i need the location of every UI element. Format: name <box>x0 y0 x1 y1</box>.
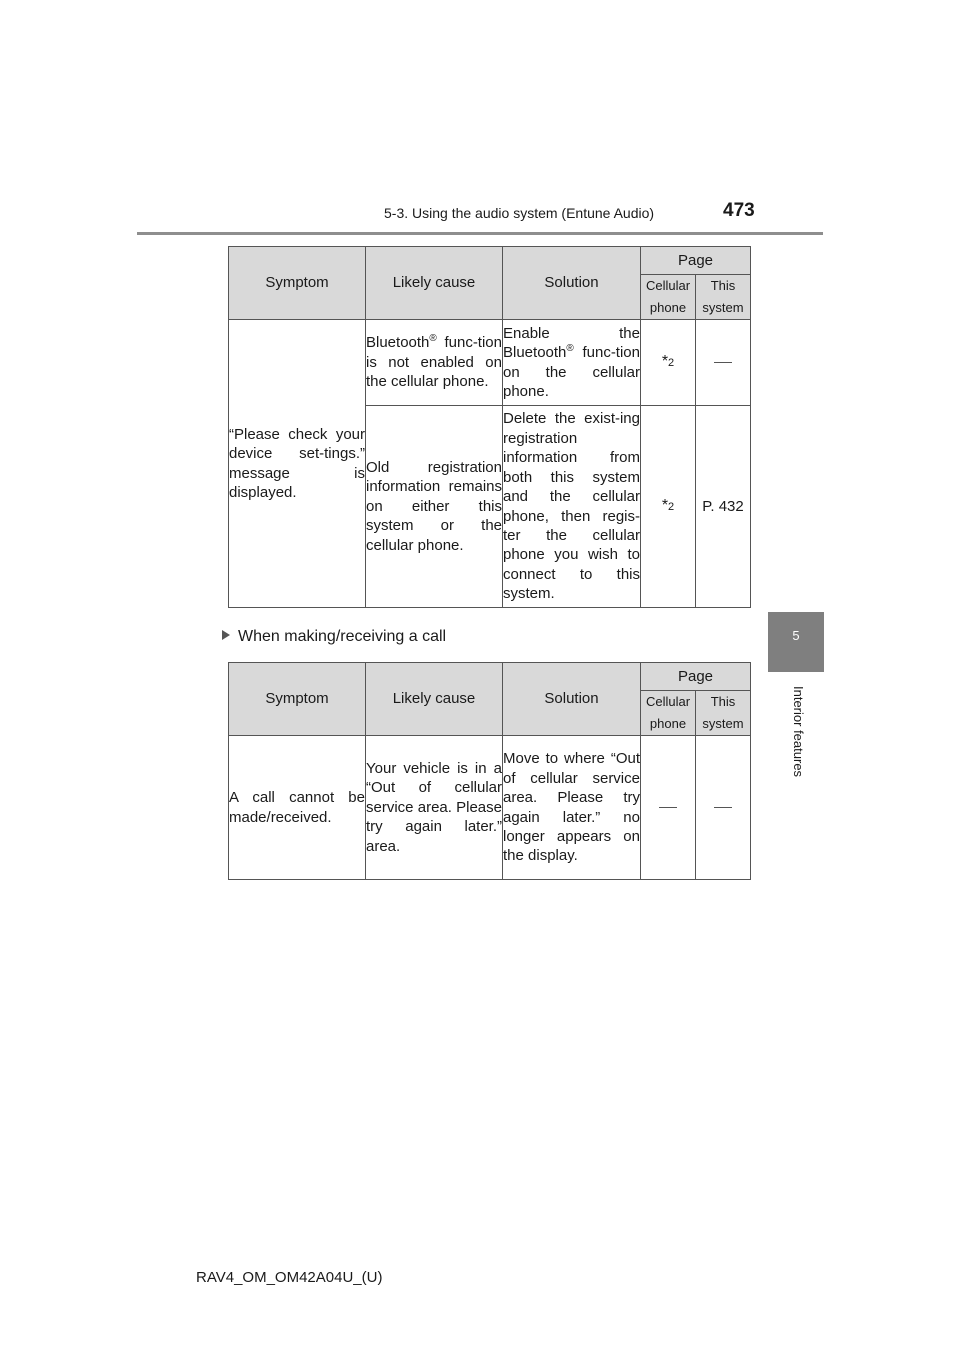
section-heading: When making/receiving a call <box>222 628 446 646</box>
header-rule <box>137 232 823 235</box>
cause-cell: Old registration information remains on either this system or the cellular phone. <box>366 406 503 608</box>
col-cellular-phone: Cellular phone <box>641 691 696 736</box>
col-symptom: Symptom <box>229 663 366 736</box>
dash-mark <box>714 807 732 808</box>
col-this-system: This system <box>696 275 751 320</box>
cellular-page-cell: *2 <box>641 320 696 406</box>
chapter-label: Interior features <box>791 686 806 778</box>
solution-cell: Delete the exist-ing registration information from both this system and the cellular phone, then regis-ter the cellular phone you wish to connect to this system. <box>503 406 641 608</box>
system-page-link[interactable]: P. 432 <box>696 406 751 608</box>
col-solution: Solution <box>503 247 641 320</box>
troubleshooting-table-1 <box>228 246 751 608</box>
col-solution: Solution <box>503 663 641 736</box>
triangle-bullet-icon <box>222 630 230 640</box>
cause-cell: Your vehicle is in a “Out of cellular service area. Please try again later.” area. <box>366 736 503 880</box>
table-row <box>229 736 751 880</box>
document-code: RAV4_OM_OM42A04U_(U) <box>196 1269 383 1286</box>
col-likely-cause: Likely cause <box>366 247 503 320</box>
page-number: 473 <box>723 200 755 221</box>
table-row <box>229 320 751 406</box>
col-likely-cause: Likely cause <box>366 663 503 736</box>
symptom-cell: “Please check your device set-tings.” message is displayed. <box>229 320 366 608</box>
cause-cell: Bluetooth® func-tion is not enabled on the cellular phone. <box>366 320 503 406</box>
cellular-page-cell <box>641 736 696 880</box>
dash-mark <box>659 807 677 808</box>
dash-mark <box>714 362 732 363</box>
troubleshooting-table-2 <box>228 662 751 880</box>
solution-cell: Move to where “Out of cellular service area. Please try again later.” no longer appears on the display. <box>503 736 641 880</box>
col-this-system: This system <box>696 691 751 736</box>
chapter-tab[interactable]: 5 <box>768 612 824 672</box>
col-page: Page <box>641 247 751 275</box>
cellular-page-cell: *2 <box>641 406 696 608</box>
col-cellular-phone: Cellular phone <box>641 275 696 320</box>
system-page-cell <box>696 736 751 880</box>
section-title: 5-3. Using the audio system (Entune Audio) <box>384 205 655 221</box>
solution-cell: Enable the Bluetooth® func-tion on the cellular phone. <box>503 320 641 406</box>
col-page: Page <box>641 663 751 691</box>
symptom-cell: A call cannot be made/received. <box>229 736 366 880</box>
col-symptom: Symptom <box>229 247 366 320</box>
system-page-cell <box>696 320 751 406</box>
